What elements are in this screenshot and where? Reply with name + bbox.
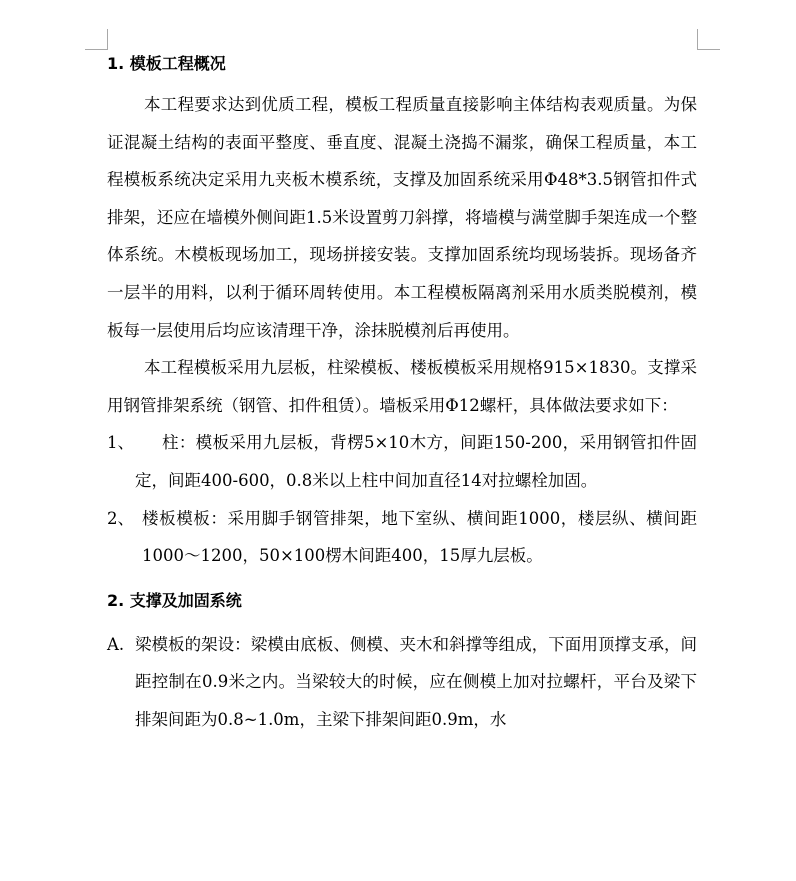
- list-item-text: 楼板模板：采用脚手钢管排架，地下室纵、横间距1000，楼层纵、横间距1000～1200，50×100楞木间距400，15厚九层板。: [142, 508, 697, 566]
- paragraph-overview: 本工程要求达到优质工程，模板工程质量直接影响主体结构表观质量。为保证混凝土结构的表面平整度、垂直度、混凝土浇捣不漏浆，确保工程质量，本工程模板系统决定采用九夹板木模系统，支撑及加固系统采用Φ48*3.5钢管扣件式排架，还应在墙模外侧间距1.5米设置剪刀斜撑，将墙模与满堂脚手架连成一个整体系统。木模板现场加工，现场拼接安装。支撑加固系统均现场装拆。现场备齐一层半的用料，以利于循环周转使用。本工程模板隔离剂采用水质类脱模剂，模板每一层使用后均应该清理干净，涂抹脱模剂后再使用。: [107, 95, 697, 340]
- section-heading-2: 2. 支撑及加固系统: [107, 590, 242, 610]
- list-marker: A.: [107, 634, 125, 654]
- list-item-text: 柱：模板采用九层板，背楞5×10木方，间距150-200，采用钢管扣件固定，间距400-600，0.8米以上柱中间加直径14对拉螺栓加固。: [135, 433, 697, 490]
- crop-mark-top-right: [697, 29, 720, 50]
- document-body: [107, 50, 697, 739]
- section-heading-1: 1. 模板工程概况: [107, 54, 226, 73]
- paragraph-materials: 本工程模板采用九层板，柱梁模板、楼板模板采用规格915×1830。支撑采用钢管排架系统（钢管、扣件租赁）。墙板采用Φ12螺杆，具体做法要求如下：: [107, 358, 697, 415]
- list-item: [107, 500, 697, 575]
- list-marker: 2、: [107, 508, 134, 528]
- list-item: [107, 626, 697, 739]
- crop-mark-top-left: [85, 29, 108, 50]
- list-item-text: 梁模板的架设：梁模由底板、侧模、夹木和斜撑等组成，下面用顶撑支承，间距控制在0.9米之内。当梁较大的时候，应在侧模上加对拉螺杆，平台及梁下排架间距为0.8~1.0m，主梁下排架间距0.9m，水: [135, 634, 697, 729]
- list-marker: 1、: [107, 433, 134, 453]
- list-item: [107, 424, 697, 499]
